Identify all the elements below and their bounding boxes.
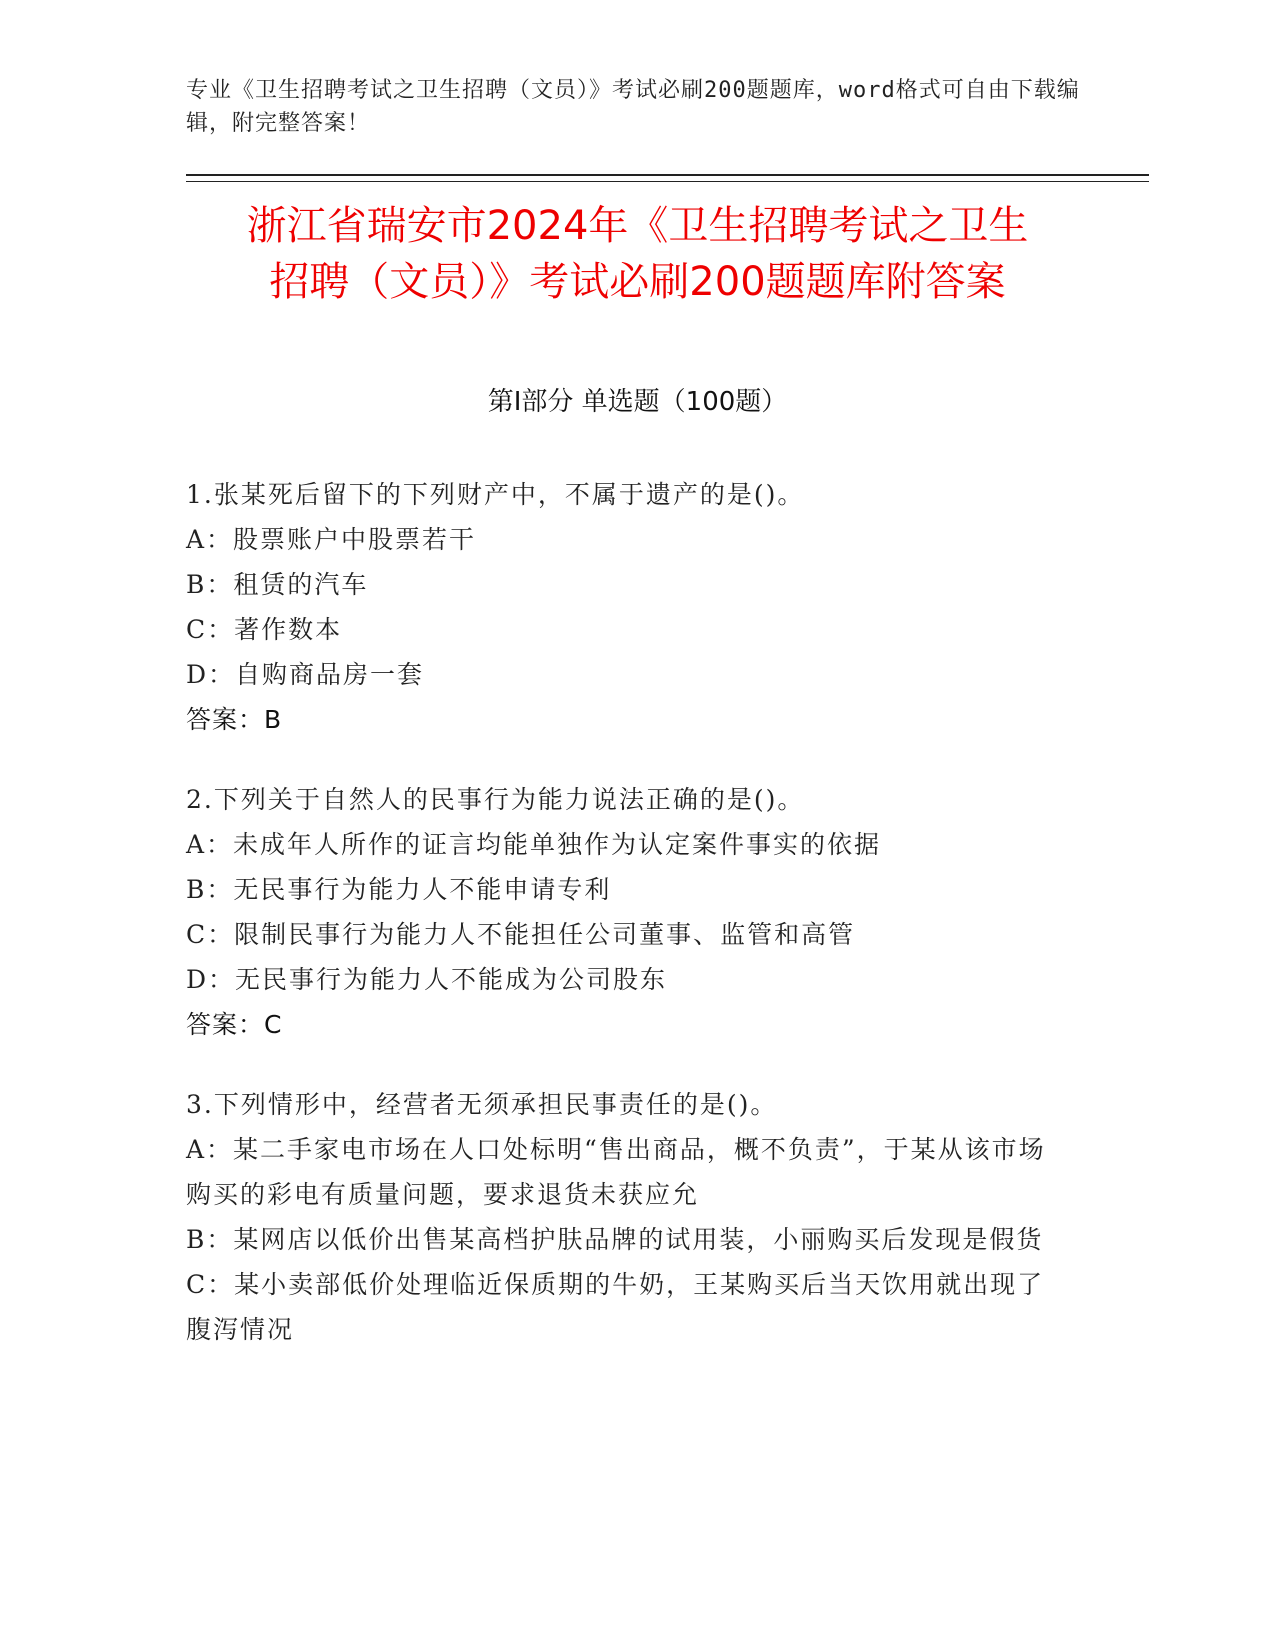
header-note: 专业《卫生招聘考试之卫生招聘（文员）》考试必刷200题题库，word格式可自由下载编辑，附完整答案！: [186, 78, 1080, 136]
document-title-line-2: 招聘（文员）》考试必刷200题题库附答案: [269, 259, 1006, 305]
option-b: B：租赁的汽车: [186, 570, 369, 599]
option-c: C：某小卖部低价处理临近保质期的牛奶，王某购买后当天饮用就出现了腹泻情况: [186, 1270, 1045, 1344]
option-a: A：股票账户中股票若干: [186, 525, 477, 554]
option-c: C：限制民事行为能力人不能担任公司董事、监管和高管: [186, 920, 856, 949]
option-d: D：自购商品房一套: [186, 660, 425, 689]
option-a: A：某二手家电市场在人口处标明“售出商品，概不负责”，于某从该市场购买的彩电有质量问题，要求退货未获应允: [186, 1135, 1046, 1209]
question-stem: 1.张某死后留下的下列财产中，不属于遗产的是()。: [186, 480, 805, 509]
section-title: 第Ⅰ部分 单选题（100题）: [487, 387, 788, 417]
question-1: [186, 472, 1066, 742]
header-divider-thin: [186, 181, 1149, 182]
question-stem: 2.下列关于自然人的民事行为能力说法正确的是()。: [186, 785, 805, 814]
question-list: [186, 472, 1066, 1387]
question-stem: 3.下列情形中，经营者无须承担民事责任的是()。: [186, 1090, 778, 1119]
document-title-line-1: 浙江省瑞安市2024年《卫生招聘考试之卫生: [246, 203, 1029, 249]
answer: 答案：B: [186, 705, 283, 734]
option-a: A：未成年人所作的证言均能单独作为认定案件事实的依据: [186, 830, 882, 859]
question-2: [186, 777, 1066, 1047]
option-b: B：无民事行为能力人不能申请专利: [186, 875, 612, 904]
answer: 答案：C: [186, 1010, 283, 1039]
question-3: [186, 1082, 1066, 1352]
header-divider-thick: [186, 174, 1149, 176]
option-b: B：某网店以低价出售某高档护肤品牌的试用装，小丽购买后发现是假货: [186, 1225, 1044, 1254]
option-d: D：无民事行为能力人不能成为公司股东: [186, 965, 668, 994]
option-c: C：著作数本: [186, 615, 343, 644]
document-title: [150, 198, 1125, 310]
